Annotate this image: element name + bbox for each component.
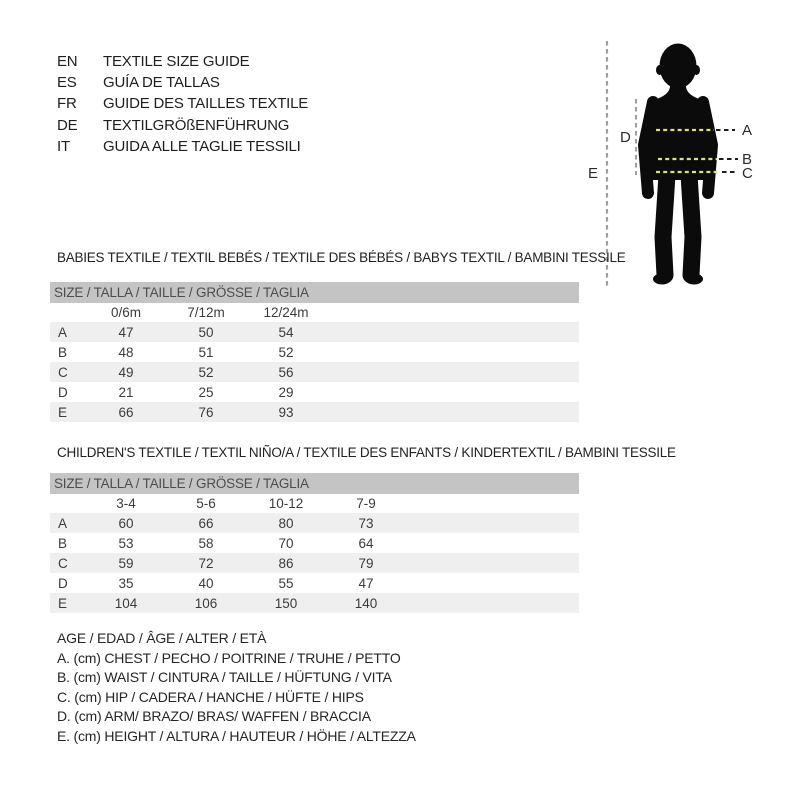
arm-marker-label: D — [620, 129, 631, 146]
language-label: TEXTILGRÖßENFÜHRUNG — [103, 116, 290, 134]
language-label: GUIDE DES TAILLES TEXTILE — [103, 95, 309, 113]
table-cell: 66 — [198, 515, 214, 531]
table-cell: 58 — [198, 535, 214, 551]
table-cell: 106 — [194, 595, 218, 611]
size-column: 12/24m — [263, 305, 309, 320]
table-cell: 25 — [198, 384, 214, 400]
size-column: 7-9 — [356, 496, 376, 511]
child-silhouette — [644, 44, 712, 285]
table-cell: 51 — [198, 344, 214, 360]
measurement-legend — [57, 629, 416, 746]
table-row — [50, 322, 579, 342]
table-row — [50, 513, 579, 533]
row-label: C — [58, 364, 68, 380]
size-column: 7/12m — [187, 305, 225, 320]
language-code: EN — [57, 53, 78, 70]
table-cell: 140 — [354, 595, 378, 611]
table-row — [50, 573, 579, 593]
children-section-title: CHILDREN'S TEXTILE / TEXTIL NIÑO/A / TEXTILE DES ENFANTS / KINDERTEXTIL / BAMBINI TESSILE — [57, 445, 676, 460]
row-label: A — [58, 324, 68, 340]
chest-marker-label: A — [742, 122, 753, 139]
language-code: ES — [57, 74, 77, 92]
row-label: D — [58, 384, 68, 400]
table-cell: 49 — [118, 364, 134, 380]
table-cell: 80 — [278, 515, 294, 531]
table-cell: 52 — [278, 344, 294, 360]
row-label: E — [58, 404, 68, 420]
hip-marker-label: C — [742, 165, 753, 182]
table-row — [50, 593, 579, 613]
legend-line-age: AGE / EDAD / ÂGE / ALTER / ETÀ — [57, 630, 267, 646]
row-label: D — [58, 575, 68, 591]
table-cell: 150 — [274, 595, 298, 611]
table-cell: 73 — [358, 515, 374, 531]
waist-marker-label: B — [742, 151, 753, 168]
table-cell: 60 — [118, 515, 134, 531]
size-columns-row — [50, 494, 579, 513]
language-title-list — [57, 51, 308, 157]
table-cell: 70 — [278, 535, 294, 551]
language-row-it — [57, 136, 308, 157]
table-cell: 53 — [118, 535, 134, 551]
table-cell: 48 — [118, 344, 134, 360]
row-label: B — [58, 535, 68, 551]
table-cell: 64 — [358, 535, 374, 551]
size-column: 10-12 — [268, 496, 304, 511]
language-row-es — [57, 72, 308, 93]
table-cell: 50 — [198, 324, 214, 340]
table-cell: 54 — [278, 324, 294, 340]
language-row-en — [57, 51, 308, 72]
language-code: FR — [57, 95, 77, 113]
table-cell: 56 — [278, 364, 294, 380]
table-cell: 47 — [358, 575, 374, 591]
table-cell: 86 — [278, 555, 294, 571]
language-label: TEXTILE SIZE GUIDE — [103, 53, 250, 70]
size-column: 5-6 — [196, 496, 216, 511]
language-row-de — [57, 115, 308, 136]
table-cell: 29 — [278, 384, 294, 400]
size-column: 3-4 — [116, 496, 136, 511]
table-cell: 76 — [198, 404, 214, 420]
table-cell: 40 — [198, 575, 214, 591]
table-cell: 72 — [198, 555, 214, 571]
row-label: C — [58, 555, 68, 571]
language-code: DE — [57, 116, 78, 134]
table-row — [50, 402, 579, 422]
table-row — [50, 362, 579, 382]
row-label: A — [58, 515, 68, 531]
table-row — [50, 342, 579, 362]
babies-section-title: BABIES TEXTILE / TEXTIL BEBÉS / TEXTILE DES BÉBÉS / BABYS TEXTIL / BAMBINI TESSILE — [57, 250, 626, 265]
language-label: GUÍA DE TALLAS — [103, 74, 220, 92]
legend-line-height: E. (cm) HEIGHT / ALTURA / HAUTEUR / HÖHE / ALTEZZA — [57, 727, 416, 744]
table-cell: 55 — [278, 575, 294, 591]
table-cell: 47 — [118, 324, 134, 340]
height-marker-label: E — [588, 165, 599, 182]
babies-size-table — [50, 282, 579, 422]
size-columns-row — [50, 303, 579, 322]
legend-line-chest: A. (cm) CHEST / PECHO / POITRINE / TRUHE / PETTO — [57, 649, 401, 666]
table-cell: 93 — [278, 404, 294, 420]
size-header-bar: SIZE / TALLA / TAILLE / GRÖSSE / TAGLIA — [50, 282, 579, 303]
table-cell: 35 — [118, 575, 134, 591]
children-size-table — [50, 473, 579, 613]
language-row-fr — [57, 93, 308, 114]
legend-line-hip: C. (cm) HIP / CADERA / HANCHE / HÜFTE / HIPS — [57, 688, 364, 705]
legend-line-arm: D. (cm) ARM/ BRAZO/ BRAS/ WAFFEN / BRACCIA — [57, 708, 371, 724]
language-code: IT — [57, 137, 70, 155]
size-column: 0/6m — [110, 305, 141, 320]
table-cell: 79 — [358, 555, 374, 571]
size-header-bar: SIZE / TALLA / TAILLE / GRÖSSE / TAGLIA — [50, 473, 579, 494]
table-row — [50, 533, 579, 553]
table-cell: 21 — [118, 384, 134, 400]
table-row — [50, 553, 579, 573]
row-label: E — [58, 595, 68, 611]
table-cell: 104 — [114, 595, 138, 611]
legend-line-waist: B. (cm) WAIST / CINTURA / TAILLE / HÜFTUNG / VITA — [57, 669, 392, 685]
table-row — [50, 382, 579, 402]
row-label: B — [58, 344, 68, 360]
table-cell: 66 — [118, 404, 134, 420]
table-cell: 52 — [198, 364, 214, 380]
language-label: GUIDA ALLE TAGLIE TESSILI — [103, 137, 301, 155]
table-cell: 59 — [118, 555, 134, 571]
